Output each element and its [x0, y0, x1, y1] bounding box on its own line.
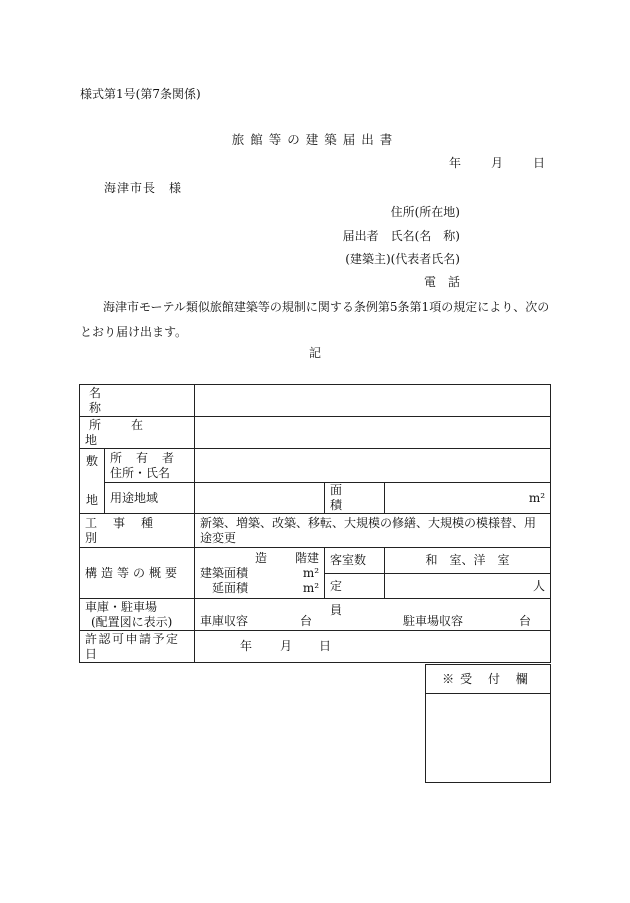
- builder-label: (建築主)(代表者氏名): [345, 252, 460, 266]
- row-work-type: [80, 514, 551, 548]
- owner-label-1: 所有者: [110, 450, 189, 465]
- row-location: [80, 417, 551, 449]
- form-number: 様式第1号(第7条関係): [80, 87, 201, 101]
- ki-heading: 記: [308, 346, 321, 360]
- building-area-label: 建築面積: [200, 565, 249, 580]
- parking-unit: 台: [519, 614, 532, 628]
- rooms-capacity-field[interactable]: [385, 548, 551, 599]
- location-field[interactable]: [195, 417, 551, 449]
- garage-capacity-label: 車庫収容: [200, 614, 249, 628]
- floor-area-label: 延面積: [212, 580, 249, 595]
- row-permit: [80, 631, 551, 663]
- document-title: 旅館等の建築届出書: [231, 132, 399, 147]
- area-unit: m²: [528, 490, 546, 505]
- structure-label: 構造等の概要: [80, 548, 195, 599]
- row-owner: [80, 449, 551, 483]
- receipt-area[interactable]: [426, 694, 550, 782]
- addressee: 海津市長 様: [104, 181, 183, 195]
- owner-label-cell: [105, 449, 195, 483]
- site-label-1: 敷: [85, 454, 98, 468]
- permit-year: 年: [240, 639, 253, 653]
- garage-label-2: (配置図に表示): [91, 614, 173, 629]
- owner-label-2: 住所・氏名: [110, 465, 171, 480]
- application-table: [79, 384, 551, 663]
- receipt-box: [425, 664, 551, 783]
- row-garage: [80, 599, 551, 631]
- garage-label-1: 車庫・駐車場: [85, 599, 158, 614]
- name-label: 名称: [89, 385, 176, 415]
- name-label-cell: [80, 385, 195, 417]
- location-label-cell: [80, 417, 195, 449]
- rooms-capacity-label-cell: [325, 548, 385, 617]
- name-field[interactable]: [195, 385, 551, 417]
- row-structure: [80, 548, 551, 599]
- permit-month: 月: [280, 639, 293, 653]
- rooms-value: 和 室、洋 室: [385, 548, 550, 574]
- capacity-label: 定員: [330, 579, 361, 617]
- owner-field[interactable]: [195, 449, 551, 483]
- row-name: [80, 385, 551, 417]
- structure-floors: 階建: [295, 550, 320, 565]
- structure-field[interactable]: [195, 548, 325, 599]
- parking-capacity-label: 駐車場収容: [403, 614, 464, 628]
- garage-field[interactable]: [195, 599, 551, 631]
- permit-day: 日: [319, 639, 332, 653]
- garage-label-cell: [80, 599, 195, 631]
- phone-label: 電 話: [423, 275, 460, 289]
- reporter-name-label: 届出者 氏名(名 称): [342, 229, 460, 243]
- address-label: 住所(所在地): [390, 205, 460, 219]
- location-label: 所在地: [85, 417, 174, 447]
- date-month: 月: [491, 156, 504, 170]
- date-line: [449, 154, 545, 171]
- site-label-cell: [80, 449, 105, 514]
- work-type-value: 新築、増築、改築、移転、大規模の修繕、大規模の模様替、用途変更: [195, 514, 551, 548]
- floor-area-unit: m²: [302, 580, 320, 595]
- rooms-label: 客室数: [325, 548, 384, 574]
- body-text: 海津市モーテル類似旅館建築等の規制に関する条例第5条第1項の規定により、次のとおり届け出ます。: [80, 300, 550, 339]
- date-day: 日: [533, 156, 546, 170]
- permit-date-field[interactable]: [195, 631, 551, 663]
- row-zoning: [80, 483, 551, 514]
- capacity-unit: 人: [533, 579, 546, 593]
- zoning-label: 用途地域: [105, 483, 195, 514]
- garage-unit: 台: [300, 614, 313, 628]
- receipt-label: ※受 付 欄: [426, 665, 550, 694]
- building-area-unit: m²: [302, 565, 320, 580]
- site-label-2: 地: [85, 493, 98, 507]
- permit-label: 許認可申請予定日: [80, 631, 195, 663]
- structure-zo: 造: [254, 550, 267, 565]
- zoning-field[interactable]: [195, 483, 325, 514]
- work-type-label: 工事種別: [80, 514, 195, 548]
- area-field[interactable]: [385, 483, 551, 514]
- area-label: 面積: [325, 483, 385, 514]
- date-year: 年: [449, 156, 462, 170]
